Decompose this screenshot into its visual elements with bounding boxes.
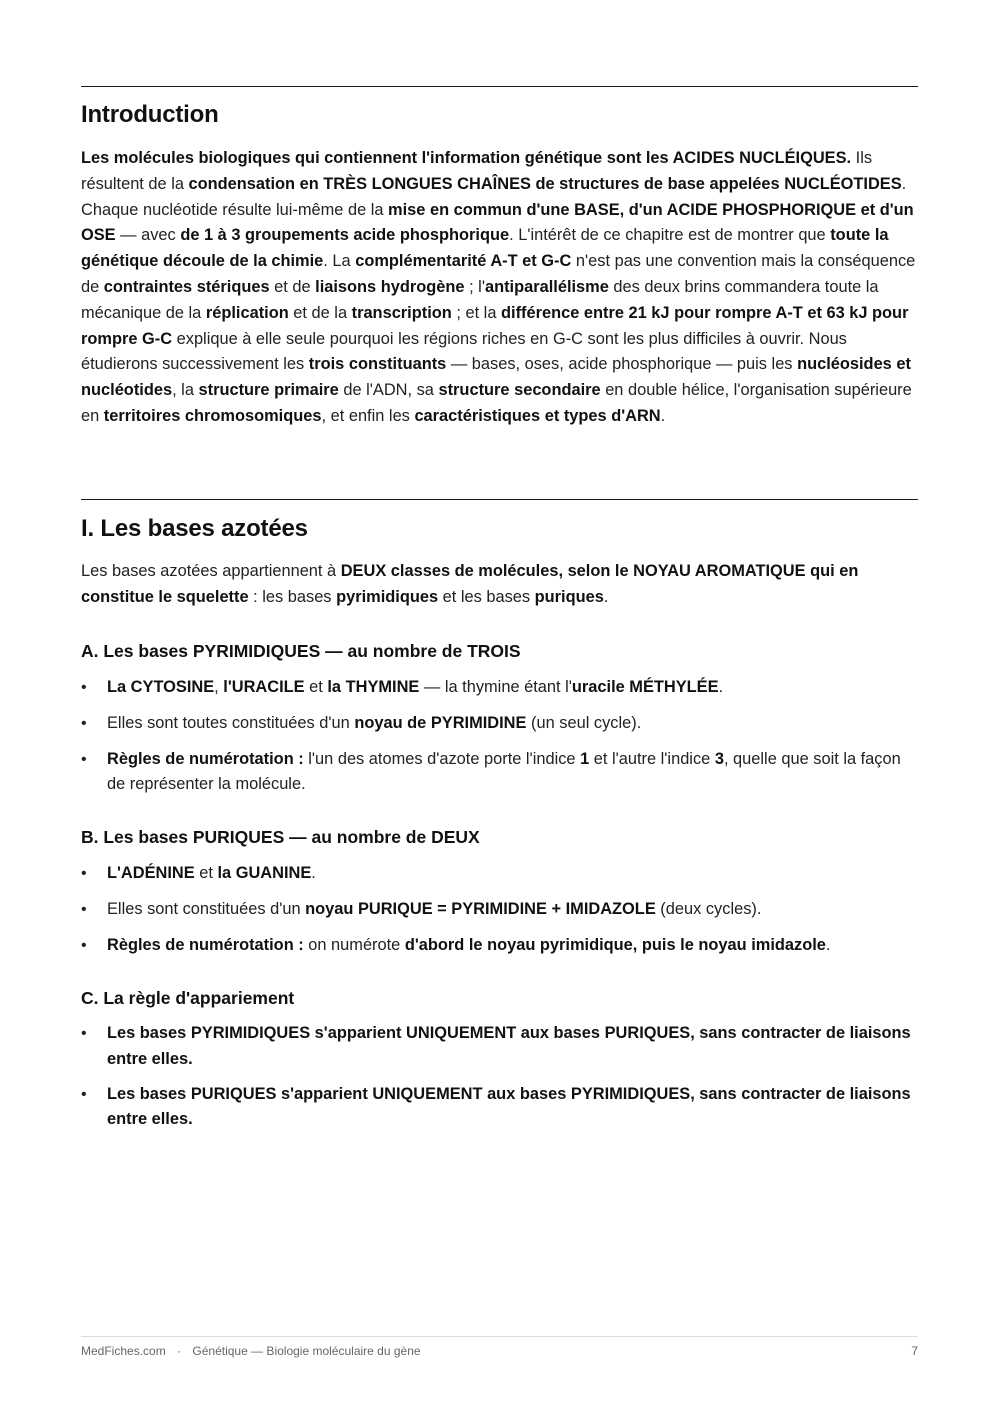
- footer-site: MedFiches.com: [81, 1344, 166, 1358]
- list-item: • Les bases PYRIMIDIQUES s'apparient UNIQUEMENT aux bases PURIQUES, sans contracter de liaisons entre elles.: [81, 1024, 911, 1068]
- section1-heading: I. Les bases azotées: [81, 515, 308, 542]
- section-divider: [81, 499, 918, 500]
- section1-paragraph: Les bases azotées appartiennent à DEUX classes de molécules, selon le NOYAU AROMATIQUE qui en constitue le squelette : les bases pyrimidiques et les bases puriques.: [81, 562, 859, 606]
- list-item: • L'ADÉNINE et la GUANINE.: [81, 864, 316, 882]
- subsection-b-list: [81, 861, 918, 958]
- list-item: • Les bases PURIQUES s'apparient UNIQUEMENT aux bases PYRIMIDIQUES, sans contracter de liaisons entre elles.: [81, 1084, 911, 1129]
- subsection-c-heading: C. La règle d'appariement: [81, 988, 295, 1008]
- list-item: • Règles de numérotation : on numérote d'abord le noyau pyrimidique, puis le noyau imidazole.: [81, 935, 831, 954]
- footer-divider: [81, 1336, 918, 1337]
- list-item: • Elles sont toutes constituées d'un noyau de PYRIMIDINE (un seul cycle).: [81, 713, 642, 732]
- footer-separator: ·: [177, 1344, 182, 1358]
- subsection-c-list: [81, 1021, 918, 1133]
- list-item: • Elles sont constituées d'un noyau PURIQUE = PYRIMIDINE + IMIDAZOLE (deux cycles).: [81, 899, 762, 918]
- list-item: • La CYTOSINE, l'URACILE et la THYMINE — la thymine étant l'uracile MÉTHYLÉE.: [81, 678, 724, 696]
- intro-heading: Introduction: [81, 101, 219, 128]
- subsection-a-heading: A. Les bases PYRIMIDIQUES — au nombre de TROIS: [81, 641, 521, 661]
- page-number: 7: [911, 1344, 918, 1358]
- list-item: • Règles de numérotation : l'un des atomes d'azote porte l'indice 1 et l'autre l'indice 3, quelle que soit la façon de représenter la molécule.: [81, 749, 901, 794]
- intro-paragraph: Les molécules biologiques qui contiennent l'information génétique sont les ACIDES NUCLÉIQUES. Ils résultent de la condensation en TRÈS LONGUES CHAÎNES de structures de base appelées NUCLÉOTIDES. Chaque nucléotide résulte lui-même de la mise en commun d'une BASE, d'un ACIDE PHOSPHORIQUE et d'un OSE — avec de 1 à 3 groupements acide phosphorique. L'intérêt de ce chapitre est de montrer que toute la génétique découle de la chimie. La complémentarité A-T et G-C n'est pas une convention mais la conséquence de contraintes stériques et de liaisons hydrogène ; l'antiparallélisme des deux brins commandera toute la mécanique de la réplication et de la transcription ; et la différence entre 21 kJ pour rompre A-T et 63 kJ pour rompre G-C explique à elle seule pourquoi les régions riches en G-C sont les plus difficiles à ouvrir. Nous étudierons successivement les trois constituants — bases, oses, acide phosphorique — puis les nucléosides et nucléotides, la structure primaire de l'ADN, sa structure secondaire en double hélice, l'organisation supérieure en territoires chromosomiques, et enfin les caractéristiques et types d'ARN.: [81, 149, 916, 425]
- page-footer: [81, 1344, 918, 1358]
- subsection-a-list: [81, 675, 918, 798]
- footer-title: Génétique — Biologie moléculaire du gène: [192, 1344, 421, 1358]
- subsection-b-heading: B. Les bases PURIQUES — au nombre de DEUX: [81, 827, 480, 847]
- section-divider: [81, 86, 918, 87]
